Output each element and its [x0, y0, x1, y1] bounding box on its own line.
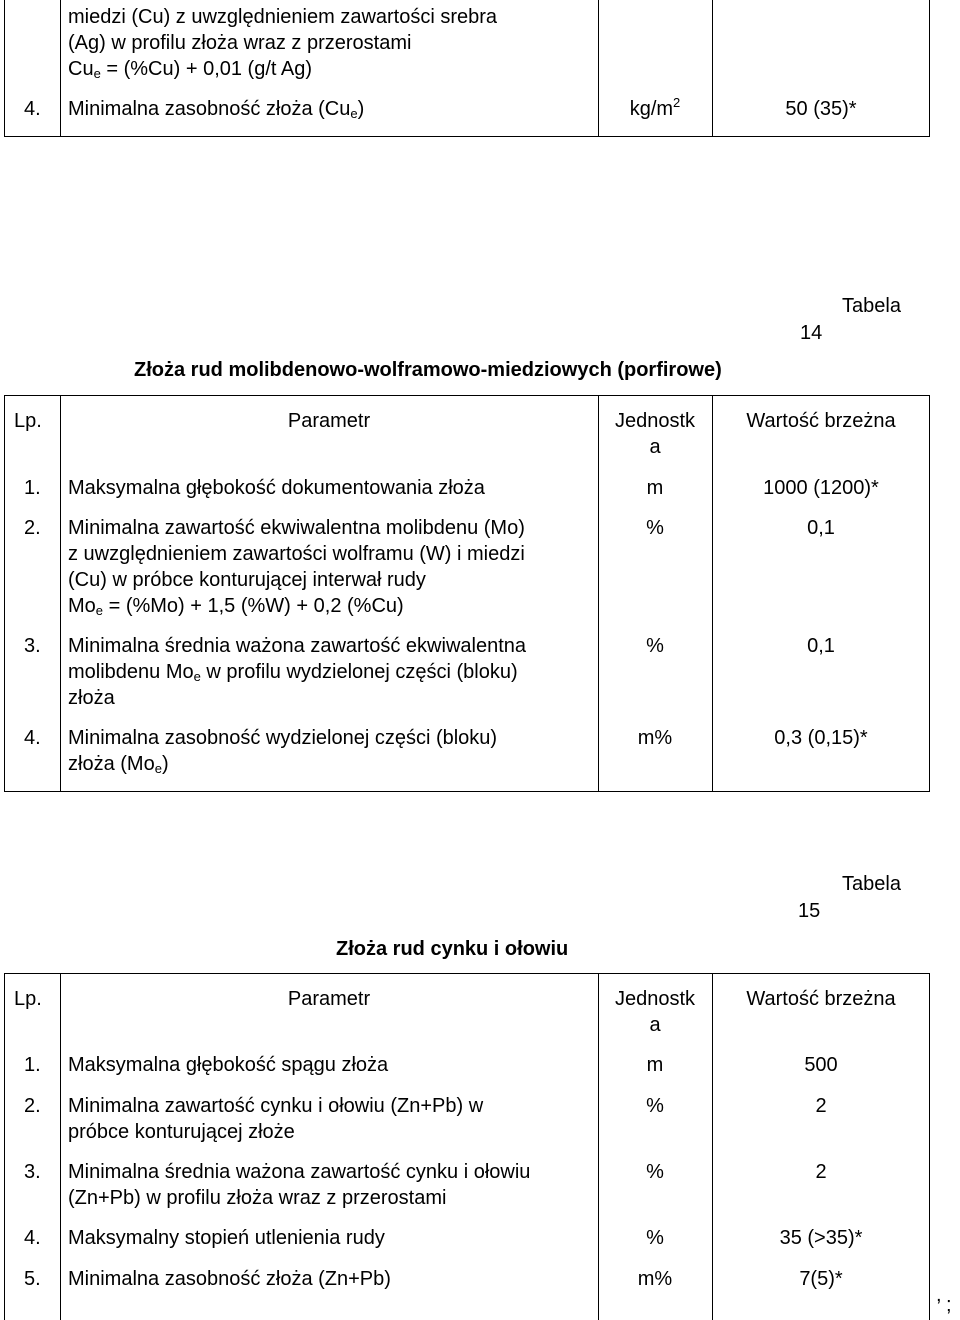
value-cell: 0,3 (0,15)*	[774, 727, 868, 749]
row-number: 2.	[24, 517, 41, 539]
unit-cell: %	[646, 1095, 664, 1117]
table-title: Złoża rud cynku i ołowiu	[336, 938, 569, 960]
header-parameter: Parametr	[287, 988, 371, 1010]
param-cell: Maksymalna głębokość dokumentowania złoża	[68, 477, 485, 499]
formula-line: $Mo_e = (\%Mo) + 1,5$ (%W) + 0,2 (%Cu)	[68, 595, 404, 618]
param-line: Minimalna zawartość cynku i ołowiu (Zn+Pb) w	[68, 1095, 484, 1117]
param-cell: Minimalna zasobność złoża $(Cu_e)$	[68, 98, 365, 121]
value-cell: 7(5)*	[799, 1268, 843, 1290]
header-lp: Lp.	[14, 988, 42, 1010]
table-title: Złoża rud molibdenowo-wolframowo-miedziowych (porfirowe)	[134, 359, 722, 381]
table-label: Tabela	[842, 295, 901, 317]
param-line: Minimalna zasobność wydzielonej części (bloku)	[68, 727, 498, 749]
table-number: 15	[798, 900, 821, 922]
param-line: (Zn+Pb) w profilu złoża wraz z przerostami	[68, 1187, 447, 1209]
unit-cell: %	[646, 635, 664, 657]
header-unit: Jednostk	[614, 410, 696, 432]
value-cell: 0,1	[807, 517, 835, 539]
header-unit-wrap: a	[649, 436, 661, 458]
param-line: Minimalna zawartość ekwiwalentna molibdenu (Mo)	[68, 517, 525, 539]
header-lp: Lp.	[14, 410, 42, 432]
row-number: 1.	[24, 477, 41, 499]
param-line: (Cu) w próbce konturującej interwał rudy	[68, 569, 426, 591]
value-cell: 2	[815, 1161, 827, 1183]
param-line: próbce konturującej złoże	[68, 1121, 295, 1143]
header-unit-wrap: a	[649, 1014, 661, 1036]
unit-cell: %	[646, 1227, 664, 1249]
table-number: 14	[800, 322, 823, 344]
param-line: z uwzględnieniem zawartości wolframu (W) i miedzi	[68, 543, 525, 565]
unit-cell: m	[646, 477, 664, 499]
param-cell: Maksymalna głębokość spągu złoża	[68, 1054, 389, 1076]
unit-cell: m	[646, 1054, 664, 1076]
row-number: 4.	[24, 98, 41, 120]
table-label: Tabela	[842, 873, 901, 895]
param-line: Minimalna średnia ważona zawartość ekwiwalentna	[68, 635, 526, 657]
header-value: Wartość brzeżna	[746, 988, 896, 1010]
row-number: 4.	[24, 1227, 41, 1249]
row-number: 4.	[24, 727, 41, 749]
param-cell: Minimalna zasobność złoża (Zn+Pb)	[68, 1268, 391, 1290]
trailing-semicolon: ;	[946, 1294, 952, 1316]
row-number: 5.	[24, 1268, 41, 1290]
row-number: 1.	[24, 1054, 41, 1076]
header-unit: Jednostk	[614, 988, 696, 1010]
unit-cell: %	[646, 1161, 664, 1183]
value-cell: 2	[815, 1095, 827, 1117]
value-cell: 500	[804, 1054, 838, 1076]
param-cell: Maksymalny stopień utlenienia rudy	[68, 1227, 385, 1249]
value-cell: 0,1	[807, 635, 835, 657]
formula-line: $Cu_e = (\%Cu) + 0,01$ (g/t Ag)	[68, 58, 313, 81]
row-number: 3.	[24, 635, 41, 657]
param-line: (Ag) w profilu złoża wraz z przerostami	[68, 32, 412, 54]
unit-cell: m%	[637, 1268, 673, 1290]
value-cell: 50 (35)*	[785, 98, 857, 120]
value-cell: 1000 (1200)*	[763, 477, 879, 499]
value-cell: 35 (>35)*	[779, 1227, 863, 1249]
param-line: molibdenu $Mo_e$ w profilu wydzielonej części (bloku)	[68, 661, 518, 684]
param-line: złoża	[68, 687, 115, 709]
header-value: Wartość brzeżna	[746, 410, 896, 432]
param-line: Minimalna średnia ważona zawartość cynku i ołowiu	[68, 1161, 531, 1183]
unit-cell: $kg/m^2$	[629, 95, 681, 120]
row-number: 2.	[24, 1095, 41, 1117]
trailing-comma: ,	[936, 1284, 942, 1306]
param-line: złoża $(Mo_e)$	[68, 753, 169, 776]
unit-cell: m%	[637, 727, 673, 749]
row-number: 3.	[24, 1161, 41, 1183]
header-parameter: Parametr	[287, 410, 371, 432]
unit-cell: %	[646, 517, 664, 539]
param-line: miedzi (Cu) z uwzględnieniem zawartości srebra	[68, 6, 498, 28]
